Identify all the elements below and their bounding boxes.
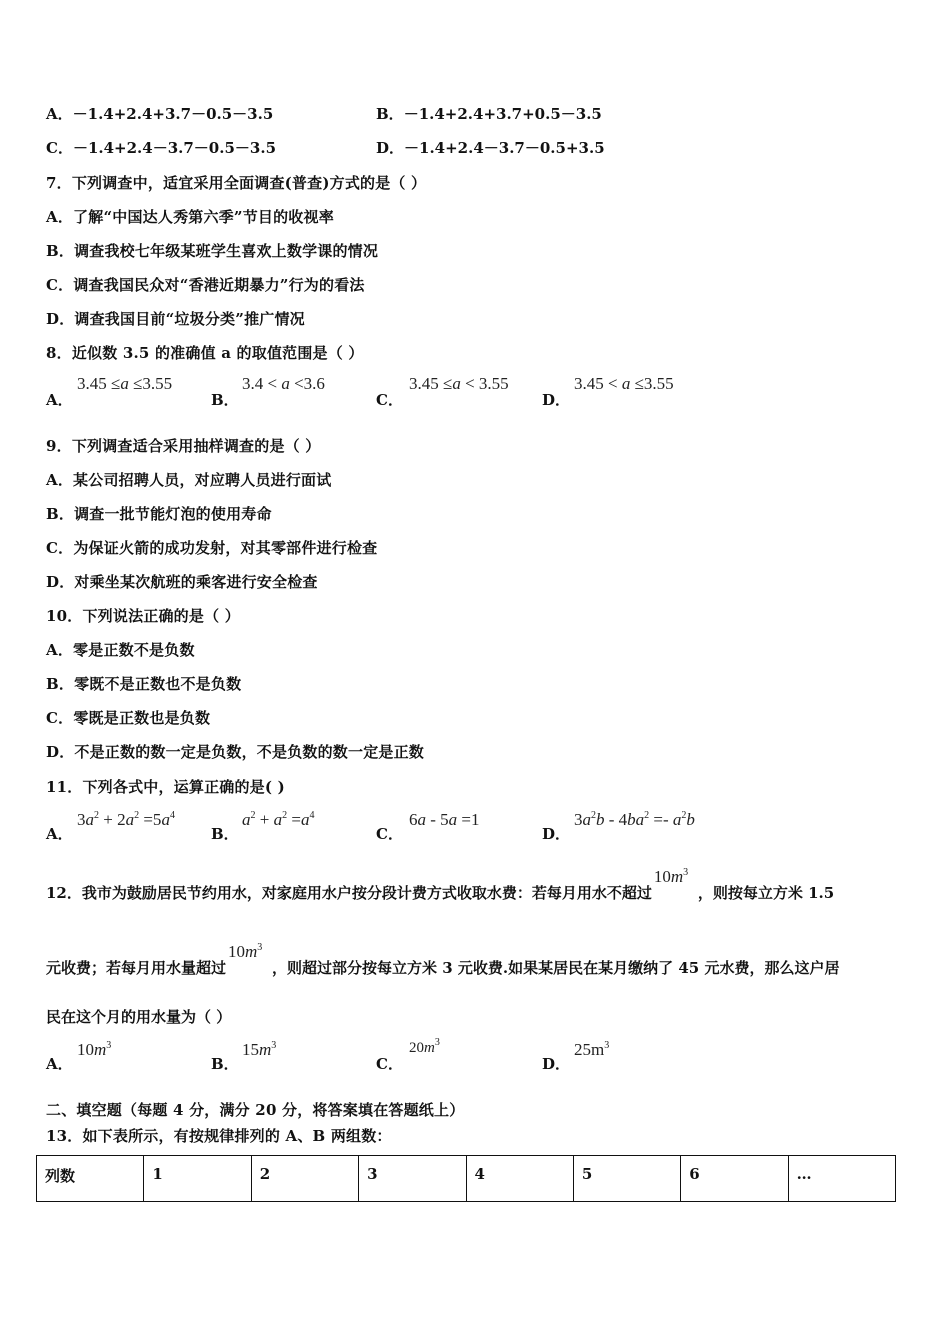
- q6-option-a: [46, 103, 273, 124]
- q6-option-b-label: B．: [376, 105, 404, 123]
- q12-option-c-label: C．: [376, 1055, 403, 1073]
- q11-stem: 11．下列各式中，运算正确的是( ): [46, 778, 285, 796]
- q11-option-b-expr: $a^2 + a^2 =a^4$: [242, 810, 315, 829]
- q7-stem: 7．下列调查中，适宜采用全面调查(普查)方式的是（ ）: [46, 174, 427, 192]
- q7-option-a: A．了解“中国达人秀第六季”节目的收视率: [46, 208, 334, 226]
- q8-option-c-label: C．: [376, 391, 403, 409]
- q12-line2-volume: $10m^3$: [228, 942, 263, 961]
- table-row: [37, 1156, 896, 1202]
- q6-options-row2: [46, 137, 906, 167]
- q6-option-d-label: D．: [376, 139, 405, 157]
- q12-option-d-num: 25: [574, 1040, 591, 1059]
- q6-option-a-label: A．: [46, 105, 73, 123]
- table-cell: …: [788, 1156, 895, 1202]
- q10-option-b: B．零既不是正数也不是负数: [46, 675, 242, 693]
- table-cell: 6: [681, 1156, 788, 1202]
- q12-option-a-num: 10: [77, 1040, 94, 1059]
- q13-table: [36, 1155, 896, 1202]
- q9-stem: 9．下列调查适合采用抽样调查的是（ ）: [46, 437, 321, 455]
- q9-option-c: C．为保证火箭的成功发射，对其零部件进行检查: [46, 539, 378, 557]
- q8-option-b-var: a: [281, 374, 290, 393]
- q12-option-c-expr: $20m^3$: [409, 1037, 440, 1056]
- q8-option-d-var: a: [621, 374, 631, 393]
- q6-option-b-text: －1.4+2.4+3.7+0.5－3.5: [403, 105, 602, 123]
- q8-option-c-right: < 3.55: [460, 374, 509, 393]
- q12-line2: [46, 942, 840, 978]
- q7-option-b: B．调查我校七年级某班学生喜欢上数学课的情况: [46, 242, 379, 260]
- q12-options: [46, 1038, 906, 1074]
- q8-option-b-right: <3.6: [289, 374, 325, 393]
- q6-option-d-text: －1.4+2.4－3.7－0.5+3.5: [404, 139, 605, 157]
- q8-option-d-right: ≤3.55: [630, 374, 674, 393]
- q6-option-c-text: －1.4+2.4－3.7－0.5－3.5: [72, 139, 277, 157]
- q8-option-a-right: ≤3.55: [128, 374, 173, 393]
- q8-option-c-expr: [409, 374, 509, 394]
- q12-line3: 民在这个月的用水量为（ ）: [46, 1008, 232, 1026]
- q9-option-a: A．某公司招聘人员，对应聘人员进行面试: [46, 471, 332, 489]
- q9-option-d: D．对乘坐某次航班的乘客进行安全检查: [46, 573, 318, 591]
- section2-heading: 二、填空题（每题 4 分，满分 20 分，将答案填在答题纸上）: [46, 1101, 465, 1119]
- q8-option-b-label: B．: [211, 391, 239, 409]
- q11-option-d-label: D．: [542, 825, 571, 843]
- q12-line2-text: 元收费；若每月用水量超过: [46, 959, 227, 977]
- table-cell-header: 列数: [37, 1156, 144, 1202]
- q8-option-d-left: 3.45 <: [574, 374, 622, 393]
- q8-option-d-expr: [574, 374, 674, 394]
- q8-option-c-var: a: [452, 374, 461, 393]
- q12-option-a-expr: $10m^3$: [77, 1040, 112, 1059]
- q9-option-b: B．调查一批节能灯泡的使用寿命: [46, 505, 272, 523]
- q11-option-d-expr: $3a^2b - 4ba^2 =- a^2b$: [574, 810, 695, 829]
- q11-option-c-label: C．: [376, 825, 403, 843]
- q11-option-c-expr: 6a - 5a =1: [409, 810, 480, 829]
- q8-option-a-label: A．: [46, 391, 73, 409]
- q6-option-c-label: C．: [46, 139, 73, 157]
- q6-option-b: [376, 103, 602, 124]
- q6-option-d: [376, 137, 605, 158]
- q11-option-a-label: A．: [46, 825, 73, 843]
- q12-option-d-expr: $25m^3$: [574, 1040, 610, 1059]
- q12-line1-text: 12．我市为鼓励居民节约用水，对家庭用水户按分段计费方式收取水费：若每月用水不超过: [46, 884, 652, 902]
- q12-option-b-label: B．: [211, 1055, 239, 1073]
- q10-option-c: C．零既是正数也是负数: [46, 709, 211, 727]
- q13-stem: 13．如下表所示，有按规律排列的 A、B 两组数：: [46, 1127, 392, 1145]
- q12-line1: [46, 867, 835, 903]
- q6-option-a-text: －1.4+2.4+3.7－0.5－3.5: [72, 105, 274, 123]
- q12-option-b-num: 15: [242, 1040, 259, 1059]
- table-cell: 5: [573, 1156, 680, 1202]
- q10-option-a: A．零是正数不是负数: [46, 641, 195, 659]
- q8-option-a-left: 3.45 ≤: [77, 374, 121, 393]
- q7-option-c: C．调查我国民众对“香港近期暴力”行为的看法: [46, 276, 365, 294]
- table-cell: 1: [144, 1156, 251, 1202]
- q12-option-c-num: 20: [409, 1040, 424, 1056]
- q8-option-a-var: a: [120, 374, 129, 393]
- q12-option-a-label: A．: [46, 1055, 73, 1073]
- q8-options: [46, 374, 906, 410]
- q8-stem: 8．近似数 3.5 的准确值 a 的取值范围是（ ）: [46, 344, 364, 362]
- q11-option-a-expr: $3a^2 + 2a^2 =5a^4$: [77, 810, 175, 829]
- q12-line1-end: ，则按每立方米 1.5: [697, 884, 835, 902]
- table-cell: 3: [359, 1156, 466, 1202]
- q6-options-row1: [46, 103, 906, 133]
- q11-option-b-label: B．: [211, 825, 239, 843]
- q7-option-d: D．调查我国目前“垃圾分类”推广情况: [46, 310, 305, 328]
- q10-option-d: D．不是正数的数一定是负数，不是负数的数一定是正数: [46, 743, 425, 761]
- q8-option-c-left: 3.45 ≤: [409, 374, 453, 393]
- q6-option-c: [46, 137, 276, 158]
- table-cell: 2: [251, 1156, 358, 1202]
- q12-option-d-label: D．: [542, 1055, 571, 1073]
- q10-stem: 10．下列说法正确的是（ ）: [46, 607, 240, 625]
- q8-option-a-expr: [77, 374, 172, 394]
- table-cell: 4: [466, 1156, 573, 1202]
- q8-option-b-left: 3.4 <: [242, 374, 282, 393]
- q12-line1-volume: $10m^3$: [653, 867, 689, 886]
- q12-option-b-expr: $15m^3$: [242, 1040, 277, 1059]
- q12-line2-end: ，则超过部分按每立方米 3 元收费.如果某居民在某月缴纳了 45 元水费，那么这户居: [272, 959, 840, 977]
- q8-option-d-label: D．: [542, 391, 571, 409]
- q11-options: [46, 808, 906, 844]
- q8-option-b-expr: [242, 374, 325, 394]
